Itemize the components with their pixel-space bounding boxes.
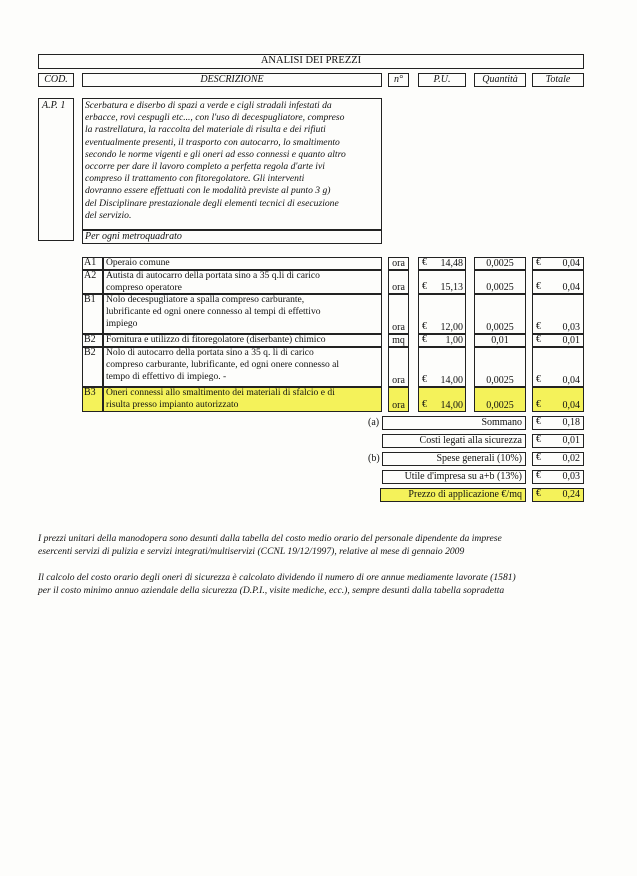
totals-value: 0,01 — [562, 435, 580, 446]
description-line: dovranno essere effettuati con le modalità previste al punto 3 g) — [85, 185, 331, 197]
row-code: B2 — [84, 334, 96, 345]
row-unit-price: 15,13 — [440, 282, 463, 293]
description-line: Scerbatura e diserbo di spazi a verde e cigli stradali infestati da — [85, 100, 332, 111]
row-description-line: tempo di effettivo di impiego. - — [106, 371, 227, 383]
description-line: secondo le norme vigenti e gli oneri ad esso connessi e quanto altro — [85, 148, 346, 160]
row-description-line: Nolo decespugliatore a spalla compreso carburante, — [106, 294, 305, 305]
row-description — [106, 334, 326, 346]
row-quantity: 0,0025 — [486, 375, 514, 386]
row-description — [106, 257, 170, 269]
row-code: B2 — [84, 347, 96, 358]
row-quantity: 0,01 — [491, 335, 509, 346]
row-unit: ora — [392, 322, 405, 333]
row-unit: ora — [392, 282, 405, 293]
description-line: la rastrellatura, la raccolta del materiale di risulta e dei rifiuti — [85, 124, 326, 136]
note-line: esercenti servizi di pulizia e servizi integrati/multiservizi (CCNL 19/12/1997), relative al mese di gennaio 2009 — [38, 546, 465, 557]
row-quantity: 0,0025 — [486, 322, 514, 333]
row-description-line: lubrificante ed ogni onere connesso al tempi di effettivo — [106, 306, 321, 318]
note-line: per il costo minimo annuo aziendale della sicurezza (D.P.I., visite mediche, ecc.), sempre desunti dalla tabella sopradetta — [38, 585, 505, 596]
note-paragraph — [38, 571, 516, 597]
totals-value: 0,02 — [562, 453, 580, 464]
euro-sign: € — [536, 434, 541, 445]
row-description-line: compreso carburante, lubrificante, ed ogni onere connesso al — [106, 359, 340, 371]
totals-label: Costi legati alla sicurezza — [419, 435, 522, 446]
row-total: 0,04 — [562, 258, 580, 269]
row-code: A1 — [84, 257, 97, 268]
item-code-box — [38, 98, 74, 241]
row-description — [106, 347, 339, 384]
row-code: B3 — [84, 387, 96, 398]
euro-sign: € — [536, 334, 541, 345]
totals-label: Prezzo di applicazione €/mq — [408, 489, 522, 500]
row-description-line: Autista di autocarro della portata sino a 35 q.li di carico — [106, 270, 320, 281]
row-total: 0,04 — [562, 375, 580, 386]
note-line: Il calcolo del costo orario degli oneri di sicurezza è calcolato dividendo il numero di ore annue mediamente lavorate (1581) — [38, 572, 516, 583]
row-description-line: compreso operatore — [106, 282, 182, 294]
row-description-line: Operaio comune — [106, 257, 170, 268]
row-description-line: impiego — [106, 318, 138, 330]
row-description-line: Nolo di autocarro della portata sino a 35 q. li di carico — [106, 347, 314, 358]
header-n: n° — [394, 74, 403, 85]
euro-sign: € — [536, 374, 541, 385]
totals-value: 0,18 — [562, 417, 580, 428]
description-line: del servizio. — [85, 209, 132, 221]
description-line: erbacce, rovi cespugli etc..., con l'uso di decespugliatore, compreso — [85, 112, 345, 124]
euro-sign: € — [536, 452, 541, 463]
euro-sign: € — [422, 281, 427, 292]
euro-sign: € — [536, 470, 541, 481]
euro-sign: € — [422, 334, 427, 345]
header-totale: Totale — [545, 74, 571, 85]
totals-label: Utile d'impresa su a+b (13%) — [404, 471, 522, 482]
row-unit: ora — [392, 400, 405, 411]
header-descrizione: DESCRIZIONE — [200, 74, 264, 85]
row-total: 0,04 — [562, 400, 580, 411]
row-description-line: Fornitura e utilizzo di fitoregolatore (diserbante) chimico — [106, 334, 326, 345]
row-total: 0,03 — [562, 322, 580, 333]
totals-mark: (b) — [368, 453, 380, 464]
item-code: A.P. 1 — [42, 100, 66, 111]
row-unit-price: 12,00 — [440, 322, 463, 333]
row-unit-price: 14,00 — [440, 375, 463, 386]
row-code: A2 — [84, 270, 97, 281]
euro-sign: € — [536, 488, 541, 499]
row-quantity: 0,0025 — [486, 400, 514, 411]
header-cod: COD. — [44, 74, 68, 85]
row-total: 0,04 — [562, 282, 580, 293]
totals-value: 0,03 — [562, 471, 580, 482]
note-paragraph — [38, 532, 502, 558]
row-unit-price: 1,00 — [445, 335, 463, 346]
item-unit-line: Per ogni metroquadrato — [85, 231, 182, 242]
totals-mark: (a) — [368, 417, 380, 428]
note-line: I prezzi unitari della manodopera sono desunti dalla tabella del costo medio orario del personale dipendente da imprese — [38, 533, 502, 544]
row-quantity: 0,0025 — [486, 258, 514, 269]
page-title: ANALISI DEI PREZZI — [260, 55, 362, 66]
euro-sign: € — [422, 399, 427, 410]
row-description — [106, 270, 320, 294]
description-line: compreso il trattamento con fitoregolatore. Gli interventi — [85, 173, 305, 185]
euro-sign: € — [536, 416, 541, 427]
row-unit: mq — [392, 335, 405, 346]
description-line: del Disciplinare prestazionale degli elementi tecnici di esecuzione — [85, 197, 339, 209]
row-unit-price: 14,48 — [440, 258, 463, 269]
row-code: B1 — [84, 294, 96, 305]
row-total: 0,01 — [562, 335, 580, 346]
totals-label: Spese generali (10%) — [436, 453, 522, 464]
header-quantita: Quantità — [482, 74, 518, 85]
totals-value: 0,24 — [562, 489, 580, 500]
row-unit: ora — [392, 258, 405, 269]
euro-sign: € — [536, 257, 541, 268]
euro-sign: € — [536, 281, 541, 292]
row-description-line: Oneri connessi allo smaltimento dei materiali di sfalcio e di — [106, 387, 335, 398]
description-line: occorre per dare il lavoro completo a perfetta regola d'arte ivi — [85, 161, 325, 173]
header-pu: P.U. — [433, 74, 451, 85]
euro-sign: € — [536, 321, 541, 332]
euro-sign: € — [422, 374, 427, 385]
description-line: eventualmente presenti, il trasporto con autocarro, lo smaltimento — [85, 136, 340, 148]
row-description — [106, 294, 321, 331]
row-description-line: risulta presso impianto autorizzato — [106, 399, 239, 411]
row-quantity: 0,0025 — [486, 282, 514, 293]
euro-sign: € — [422, 321, 427, 332]
euro-sign: € — [422, 257, 427, 268]
row-unit: ora — [392, 375, 405, 386]
euro-sign: € — [536, 399, 541, 410]
item-description — [85, 100, 346, 222]
row-description — [106, 387, 335, 411]
row-unit-price: 14,00 — [440, 400, 463, 411]
totals-label: Sommano — [481, 417, 522, 428]
